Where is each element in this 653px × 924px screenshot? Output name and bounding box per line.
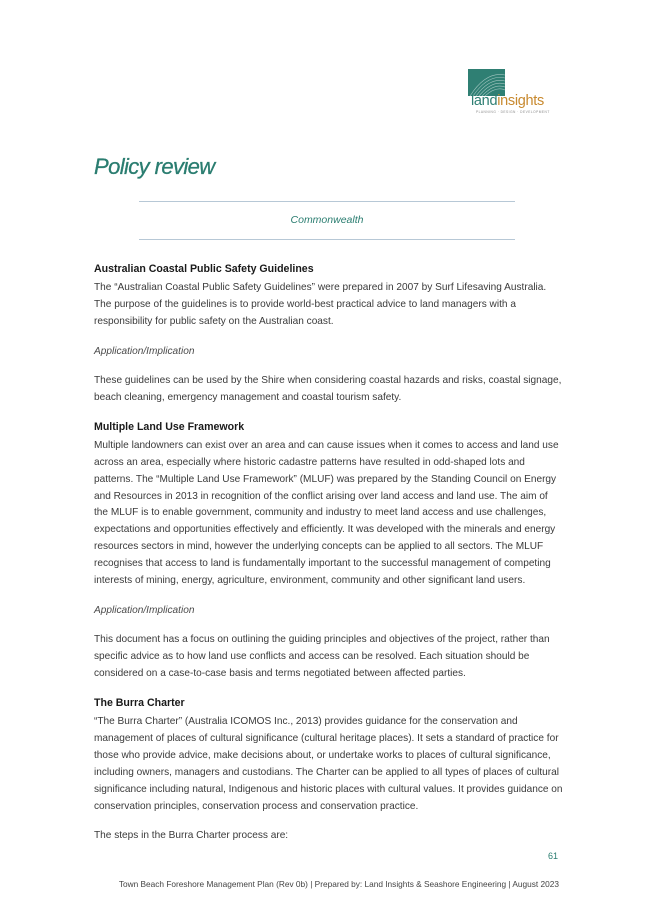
application-implication-label: Application/Implication: [94, 604, 195, 616]
heading-coastal-safety: Australian Coastal Public Safety Guidelines: [94, 263, 314, 275]
document-body: [94, 262, 564, 845]
section-divider-bottom: [139, 239, 515, 240]
logo-graphic: [468, 69, 505, 96]
section-label: Commonwealth: [290, 214, 364, 226]
heading-burra-charter: The Burra Charter: [94, 697, 185, 709]
page-footer: Town Beach Foreshore Management Plan (Rev 0b) | Prepared by: Land Insights & Seashore Engineering | August 2023: [118, 879, 559, 889]
application-implication-label: Application/Implication: [94, 345, 195, 357]
paragraph: These guidelines can be used by the Shire when considering coastal hazards and risks, coastal signage, beach cleaning, emergency management and coastal tourism safety.: [94, 375, 562, 404]
section-divider-top: [139, 201, 515, 202]
heading-mluf: Multiple Land Use Framework: [94, 420, 245, 433]
logo-tagline: PLANNING · DESIGN · DEVELOPMENT: [476, 110, 550, 114]
paragraph: The “Australian Coastal Public Safety Guidelines” were prepared in 2007 by Surf Lifesaving Australia. The purpose of the guidelines is to provide world-best practical advice to land managers with a responsibility for public safety on the Australian coast.: [94, 282, 547, 327]
paragraph: Multiple landowners can exist over an area and can cause issues when it comes to access and land use across an area, especially where historic cadastre patterns have resulted in odd-shaped lots and patterns. The “Multiple Land Use Framework” (MLUF) was prepared by the Standing Council on Energy and Resources in 2013 in recognition of the conflict arising over land access and land use. The aim of the MLUF is to enable government, community and industry to meet land access and use challenges, expectations and opportunities effectively and efficiently. It was developed with the minerals and energy resources sectors in mind, however the underlying concepts can be applied to all sectors. The MLUF recognises that access to land is fundamentally important to the successful management of competing interests of mining, energy, agriculture, environment, community and other significant land users.: [94, 439, 559, 587]
logo-wordmark: [471, 93, 544, 109]
land-insights-logo: [468, 69, 563, 117]
logo-word-land: land: [471, 93, 498, 109]
paragraph: The steps in the Burra Charter process are:: [94, 830, 289, 842]
logo-word-insights: insights: [497, 93, 544, 109]
paragraph: “The Burra Charter” (Australia ICOMOS Inc., 2013) provides guidance for the conservation and management of places of cultural significance (cultural heritage places). It sets a standard of practice for those who provide advice, make decisions about, or undertake works to places of cultural significance, including owners, managers and custodians. The Charter can be applied to all types of places of cultural significance including natural, Indigenous and historic places with cultural values. It provides guidance on conservation principles, conservation process and conservation practice.: [94, 716, 563, 812]
page-number: 61: [547, 851, 558, 861]
page-title: Policy review: [94, 154, 215, 179]
paragraph: This document has a focus on outlining the guiding principles and objectives of the project, rather than specific advice as to how land use conflicts and access can be resolved. Each situation should be considered on a case-to-case basis and terms negotiated between affected parties.: [94, 634, 550, 680]
